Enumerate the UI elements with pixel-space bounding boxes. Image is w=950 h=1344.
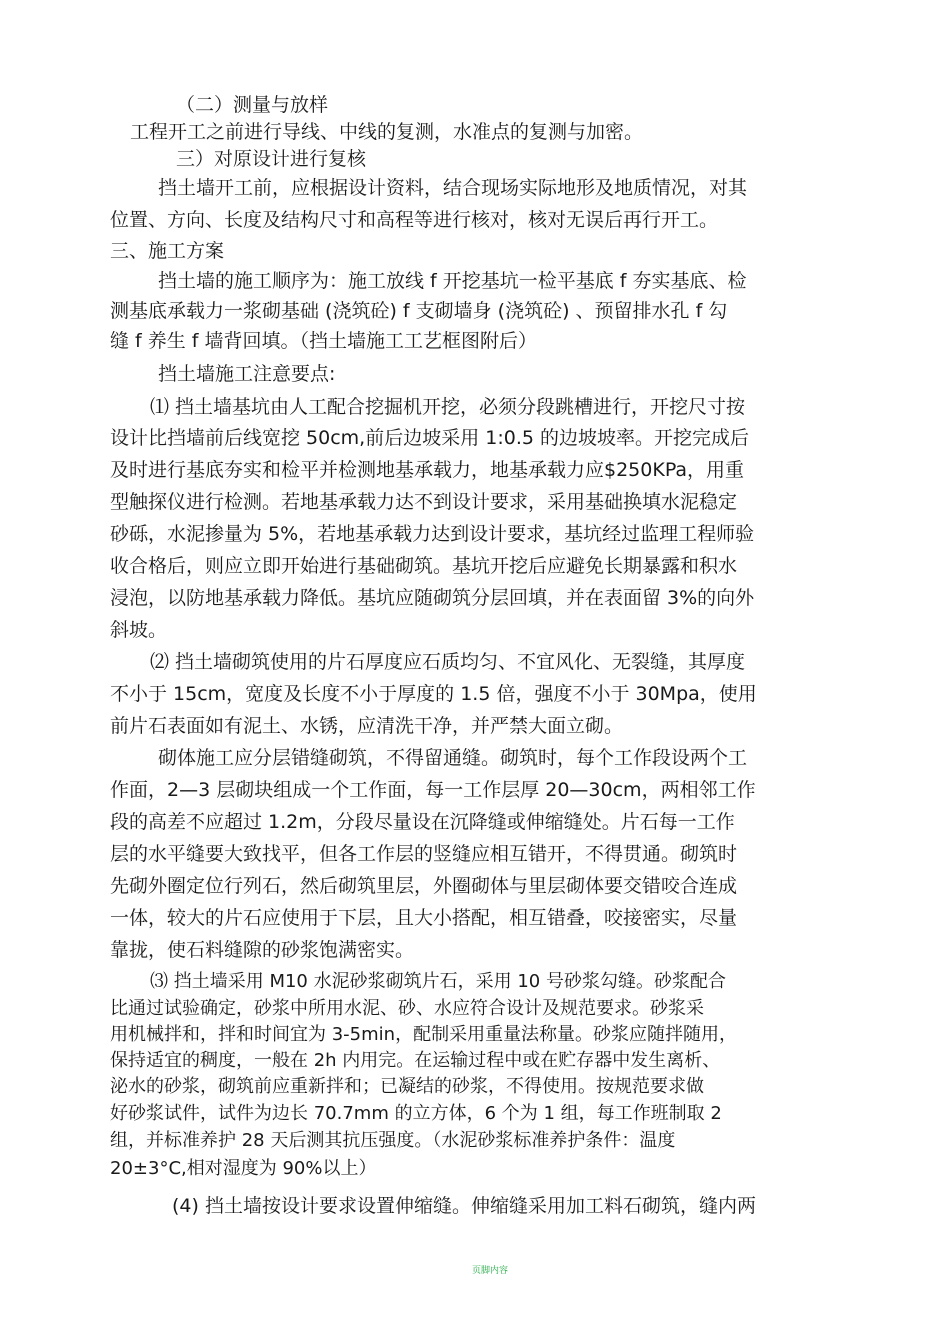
text-line: 段的高差不应超过 1.2m，分段尽量设在沉降缝或伸缩缝处。片石每一工作 bbox=[110, 811, 735, 833]
text-line: 砌体施工应分层错缝砌筑，不得留通缝。砌筑时，每个工作段设两个工 bbox=[158, 747, 748, 769]
text-line: 工程开工之前进行导线、中线的复测，水准点的复测与加密。 bbox=[130, 121, 644, 143]
text-line: 浸泡，以防地基承载力降低。基坑应随砌筑分层回填，并在表面留 3%的向外 bbox=[110, 587, 755, 609]
text-line: 靠拢，使石料缝隙的砂浆饱满密实。 bbox=[110, 939, 415, 961]
text-line: 不小于 15cm，宽度及长度不小于厚度的 1.5 倍，强度不小于 30Mpa，使用 bbox=[110, 683, 757, 705]
text-line: 先砌外圈定位行列石，然后砌筑里层，外圈砌体与里层砌体要交错咬合连成 bbox=[110, 875, 738, 897]
text-line: （二）测量与放样 bbox=[176, 94, 329, 116]
page-footer: 页脚内容 bbox=[471, 1266, 508, 1276]
text-line: 组，并标准养护 28 天后测其抗压强度。（水泥砂浆标准养护条件：温度 bbox=[110, 1130, 676, 1151]
text-line: 好砂浆试件，试件为边长 70.7mm 的立方体，6 个为 1 组，每工作班制取 2 bbox=[110, 1103, 722, 1124]
text-line: 20±3°C,相对湿度为 90%以上） bbox=[110, 1158, 377, 1179]
text-line: 比通过试验确定，砂浆中所用水泥、砂、水应符合设计及规范要求。砂浆采 bbox=[110, 998, 704, 1019]
text-line: 挡土墙开工前，应根据设计资料，结合现场实际地形及地质情况，对其 bbox=[158, 177, 748, 199]
text-line: 收合格后，则应立即开始进行基础砌筑。基坑开挖后应避免长期暴露和积水 bbox=[110, 555, 738, 577]
text-line: 及时进行基底夯实和检平并检测地基承载力，地基承载力应$250KPa，用重 bbox=[110, 459, 745, 481]
text-line: 设计比挡墙前后线宽挖 50cm,前后边坡采用 1:0.5 的边坡坡率。开挖完成后 bbox=[110, 427, 749, 449]
text-line: 斜坡。 bbox=[110, 619, 168, 641]
text-line: 测基底承载力一浆砌基础 (浇筑砼) f 支砌墙身 (浇筑砼) 、预留排水孔 f 勾 bbox=[110, 300, 728, 322]
text-line: 三）对原设计进行复核 bbox=[176, 148, 367, 170]
text-line: ⑴ 挡土墙基坑由人工配合挖掘机开挖，必须分段跳槽进行，开挖尺寸按 bbox=[150, 396, 746, 418]
text-line: (4) 挡土墙按设计要求设置伸缩缝。伸缩缝采用加工料石砌筑，缝内两 bbox=[172, 1195, 756, 1217]
text-line: ⑶ 挡土墙采用 M10 水泥砂浆砌筑片石，采用 10 号砂浆勾缝。砂浆配合 bbox=[150, 971, 726, 992]
text-line: 前片石表面如有泥土、水锈，应清洗干净，并严禁大面立砌。 bbox=[110, 715, 624, 737]
text-line: 层的水平缝要大致找平，但各工作层的竖缝应相互错开，不得贯通。砌筑时 bbox=[110, 843, 738, 865]
text-line: 用机械拌和，拌和时间宜为 3-5min，配制采用重量法称量。砂浆应随拌随用， bbox=[110, 1024, 738, 1045]
text-line: 保持适宜的稠度，一般在 2h 内用完。在运输过程中或在贮存器中发生离析、 bbox=[110, 1050, 721, 1071]
text-line: 一体，较大的片石应使用于下层，且大小搭配，相互错叠，咬接密实，尽量 bbox=[110, 907, 738, 929]
text-line: ⑵ 挡土墙砌筑使用的片石厚度应石质均匀、不宜风化、无裂缝，其厚度 bbox=[150, 651, 746, 673]
text-line: 缝 f 养生 f 墙背回填。（挡土墙施工工艺框图附后） bbox=[110, 330, 538, 352]
text-line: 型触探仪进行检测。若地基承载力达不到设计要求，采用基础换填水泥稳定 bbox=[110, 491, 738, 513]
text-line: 砂砾，水泥掺量为 5%，若地基承载力达到设计要求，基坑经过监理工程师验 bbox=[110, 523, 755, 545]
text-line: 位置、方向、长度及结构尺寸和高程等进行核对，核对无误后再行开工。 bbox=[110, 209, 719, 231]
section-heading: 三、施工方案 bbox=[110, 240, 225, 262]
text-line: 挡土墙施工注意要点: bbox=[158, 363, 336, 385]
text-line: 挡土墙的施工顺序为：施工放线 f 开挖基坑一检平基底 f 夯实基底、检 bbox=[158, 270, 747, 292]
text-line: 作面，2—3 层砌块组成一个工作面，每一工作层厚 20—30cm，两相邻工作 bbox=[110, 779, 756, 801]
text-line: 泌水的砂浆，砌筑前应重新拌和；已凝结的砂浆，不得使用。按规范要求做 bbox=[110, 1076, 704, 1097]
